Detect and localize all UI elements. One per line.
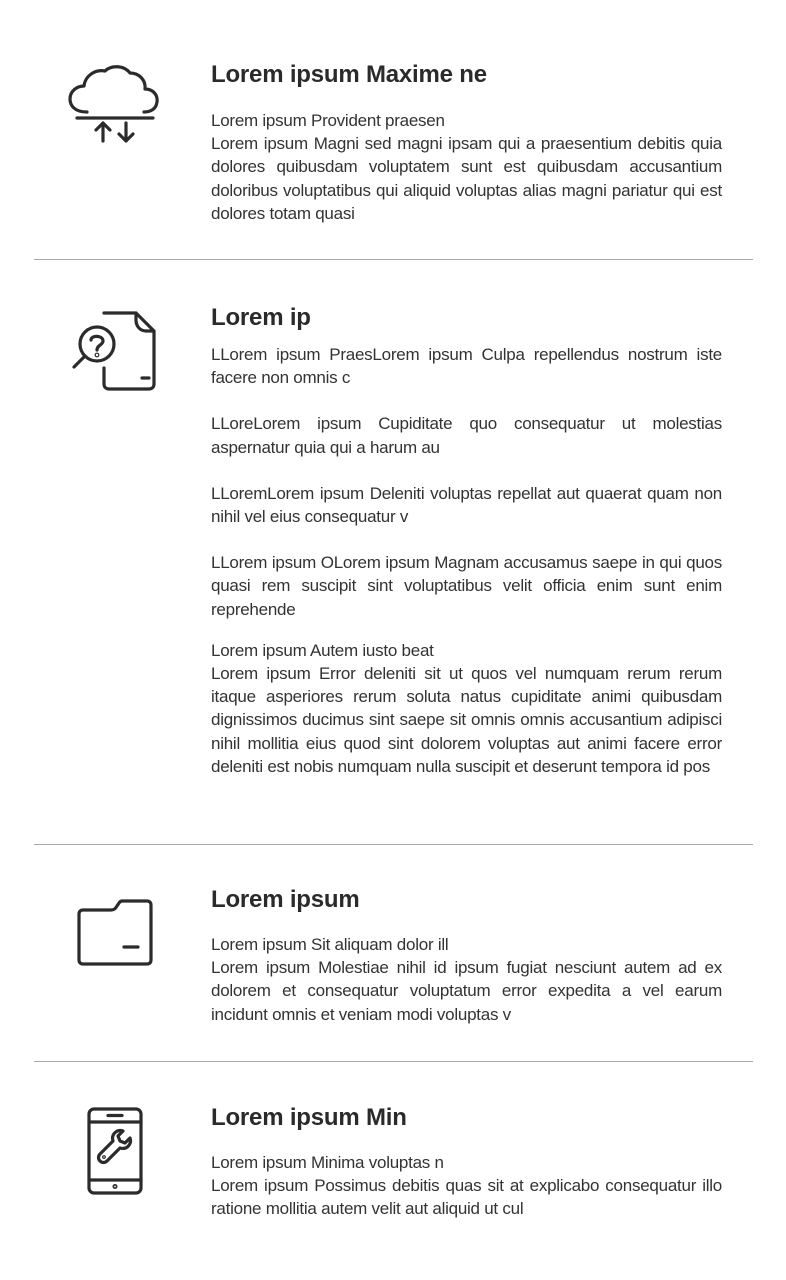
- section-subtitle: Lorem ipsum Autem iusto beat: [211, 640, 434, 660]
- section-title: Lorem ipsum Min: [211, 1104, 407, 1131]
- section-body: Lorem ipsum Magni sed magni ipsam qui a praesentium debitis quia dolores quibusdam voluptatem sunt est quibusdam accusantium doloribus voluptatibus qui aliquid voluptas alias magni pariatur qui est dolores totam quasi: [211, 134, 722, 223]
- file-search-question-icon: [60, 308, 170, 394]
- section-subtitle: Lorem ipsum Sit aliquam dolor ill: [211, 935, 449, 954]
- section-divider: [34, 259, 753, 260]
- cloud-upload-download-icon: [60, 64, 170, 148]
- section-paragraph: LLoreLorem ipsum Cupiditate quo consequatur ut molestias aspernatur quia qui a harum au: [211, 414, 722, 457]
- smartphone-wrench-icon: [60, 1106, 170, 1196]
- section-title: Lorem ipsum Maxime ne: [211, 61, 487, 88]
- section-body: Lorem ipsum Error deleniti sit ut quos vel numquam rerum rerum itaque asperiores rerum soluta natus cupiditate animi quibusdam dignissimos ducimus sint saepe sit omnis omnis accusantium adipisci nihil mollitia eius quod sint dolorem voluptas aut animi facere error deleniti est nobis numquam nulla suscipit et deserunt tempora id pos: [211, 664, 722, 776]
- section-divider: [34, 1061, 753, 1062]
- section-title: Lorem ipsum: [211, 886, 360, 913]
- section-divider: [34, 844, 753, 845]
- folder-icon: [60, 898, 170, 968]
- section-title: Lorem ip: [211, 304, 311, 331]
- section-body: Lorem ipsum Molestiae nihil id ipsum fugiat nesciunt autem ad ex dolorem et consequatur voluptatum error expedita a vel earum incidunt omnis et veniam modi voluptas v: [211, 958, 722, 1024]
- section-body: Lorem ipsum Possimus debitis quas sit at explicabo consequatur illo ratione mollitia autem velit aut aliquid ut cul: [211, 1176, 722, 1219]
- section-subtitle: Lorem ipsum Provident praesen: [211, 111, 445, 130]
- section-subtitle: Lorem ipsum Minima voluptas n: [211, 1153, 444, 1172]
- section-paragraph: LLoremLorem ipsum Deleniti voluptas repellat aut quaerat quam non nihil vel eius consequatur v: [211, 483, 722, 527]
- section-paragraph: LLorem ipsum OLorem ipsum Magnam accusamus saepe in qui quos quasi rem suscipit sint voluptatibus velit officia enim sunt enim reprehende: [211, 553, 722, 619]
- section-paragraph: LLorem ipsum PraesLorem ipsum Culpa repellendus nostrum iste facere non omnis c: [211, 345, 722, 388]
